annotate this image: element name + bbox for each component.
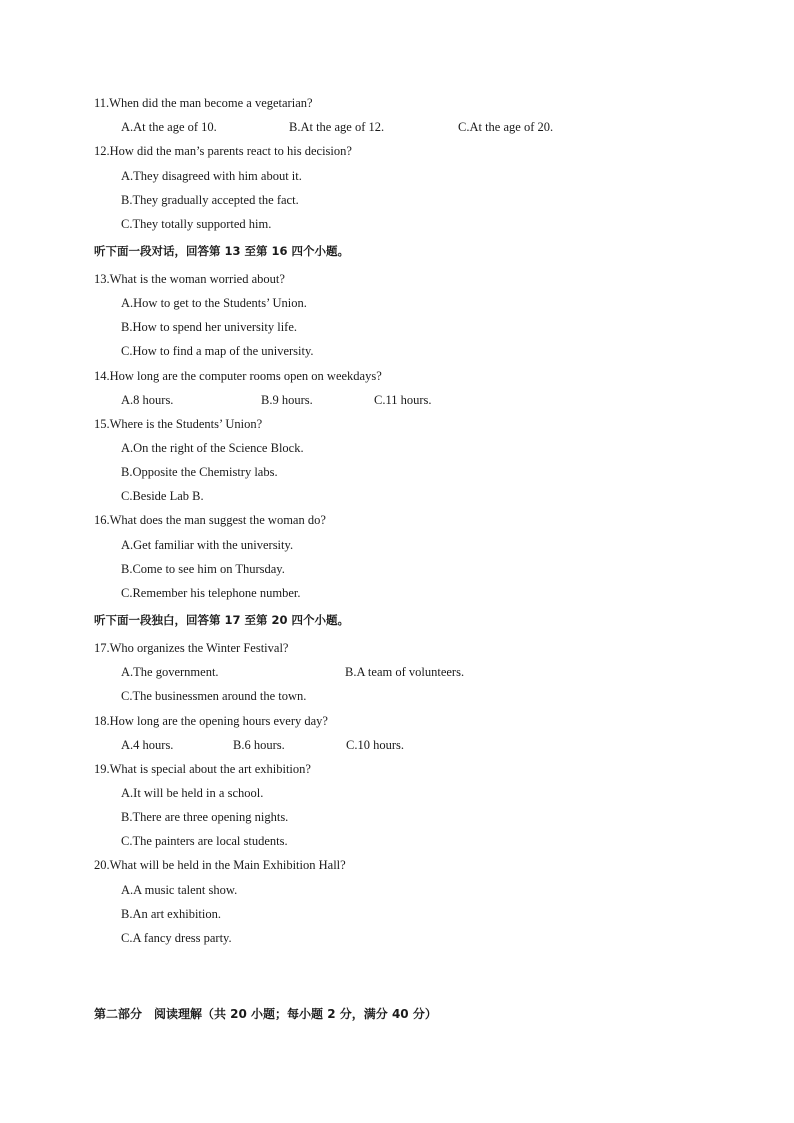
question-20-option-c: C.A fancy dress party. bbox=[121, 931, 232, 945]
question-11-stem: 11.When did the man become a vegetarian? bbox=[94, 96, 313, 110]
question-16-option-c: C.Remember his telephone number. bbox=[121, 586, 301, 600]
question-13-option-b: B.How to spend her university life. bbox=[121, 320, 298, 334]
question-18-option-a: A.4 hours. bbox=[121, 738, 174, 752]
question-15-option-b: B.Opposite the Chemistry labs. bbox=[121, 465, 278, 479]
question-20-option-a: A.A music talent show. bbox=[121, 883, 238, 897]
question-19-option-b: B.There are three opening nights. bbox=[121, 810, 289, 824]
question-18-stem: 18.How long are the opening hours every day? bbox=[94, 714, 328, 728]
question-19-option-c: C.The painters are local students. bbox=[121, 834, 288, 848]
question-16-option-b: B.Come to see him on Thursday. bbox=[121, 562, 285, 576]
section-instruction-13-16: 听下面一段对话，回答第 13 至第 16 四个小题。 bbox=[94, 244, 350, 258]
question-17-option-c: C.The businessmen around the town. bbox=[121, 689, 307, 703]
question-12-option-b: B.They gradually accepted the fact. bbox=[121, 193, 299, 207]
question-17-stem: 17.Who organizes the Winter Festival? bbox=[94, 641, 289, 655]
question-13-option-a: A.How to get to the Students’ Union. bbox=[121, 296, 307, 310]
question-16-option-a: A.Get familiar with the university. bbox=[121, 538, 294, 552]
question-17-option-b: B.A team of volunteers. bbox=[345, 665, 465, 679]
question-11-option-b: B.At the age of 12. bbox=[289, 120, 385, 134]
question-12-option-a: A.They disagreed with him about it. bbox=[121, 169, 302, 183]
question-20-stem: 20.What will be held in the Main Exhibition Hall? bbox=[94, 858, 346, 872]
question-12-option-c: C.They totally supported him. bbox=[121, 217, 272, 231]
question-15-option-a: A.On the right of the Science Block. bbox=[121, 441, 304, 455]
question-14-option-c: C.11 hours. bbox=[374, 393, 432, 407]
question-19-option-a: A.It will be held in a school. bbox=[121, 786, 264, 800]
question-18-option-c: C.10 hours. bbox=[346, 738, 404, 752]
question-13-stem: 13.What is the woman worried about? bbox=[94, 272, 285, 286]
question-15-option-c: C.Beside Lab B. bbox=[121, 489, 204, 503]
question-17-option-a: A.The government. bbox=[121, 665, 219, 679]
question-12-stem: 12.How did the man’s parents react to his decision? bbox=[94, 144, 352, 158]
question-11-option-c: C.At the age of 20. bbox=[458, 120, 554, 134]
question-20-option-b: B.An art exhibition. bbox=[121, 907, 221, 921]
question-18-option-b: B.6 hours. bbox=[233, 738, 285, 752]
question-11-option-a: A.At the age of 10. bbox=[121, 120, 217, 134]
question-16-stem: 16.What does the man suggest the woman do? bbox=[94, 513, 326, 527]
question-14-option-a: A.8 hours. bbox=[121, 393, 174, 407]
question-13-option-c: C.How to find a map of the university. bbox=[121, 344, 314, 358]
part-two-heading: 第二部分 阅读理解（共 20 小题；每小题 2 分，满分 40 分） bbox=[94, 1007, 437, 1021]
question-15-stem: 15.Where is the Students’ Union? bbox=[94, 417, 263, 431]
question-19-stem: 19.What is special about the art exhibition? bbox=[94, 762, 311, 776]
question-14-option-b: B.9 hours. bbox=[261, 393, 313, 407]
question-14-stem: 14.How long are the computer rooms open on weekdays? bbox=[94, 369, 382, 383]
section-instruction-17-20: 听下面一段独白，回答第 17 至第 20 四个小题。 bbox=[94, 613, 350, 627]
